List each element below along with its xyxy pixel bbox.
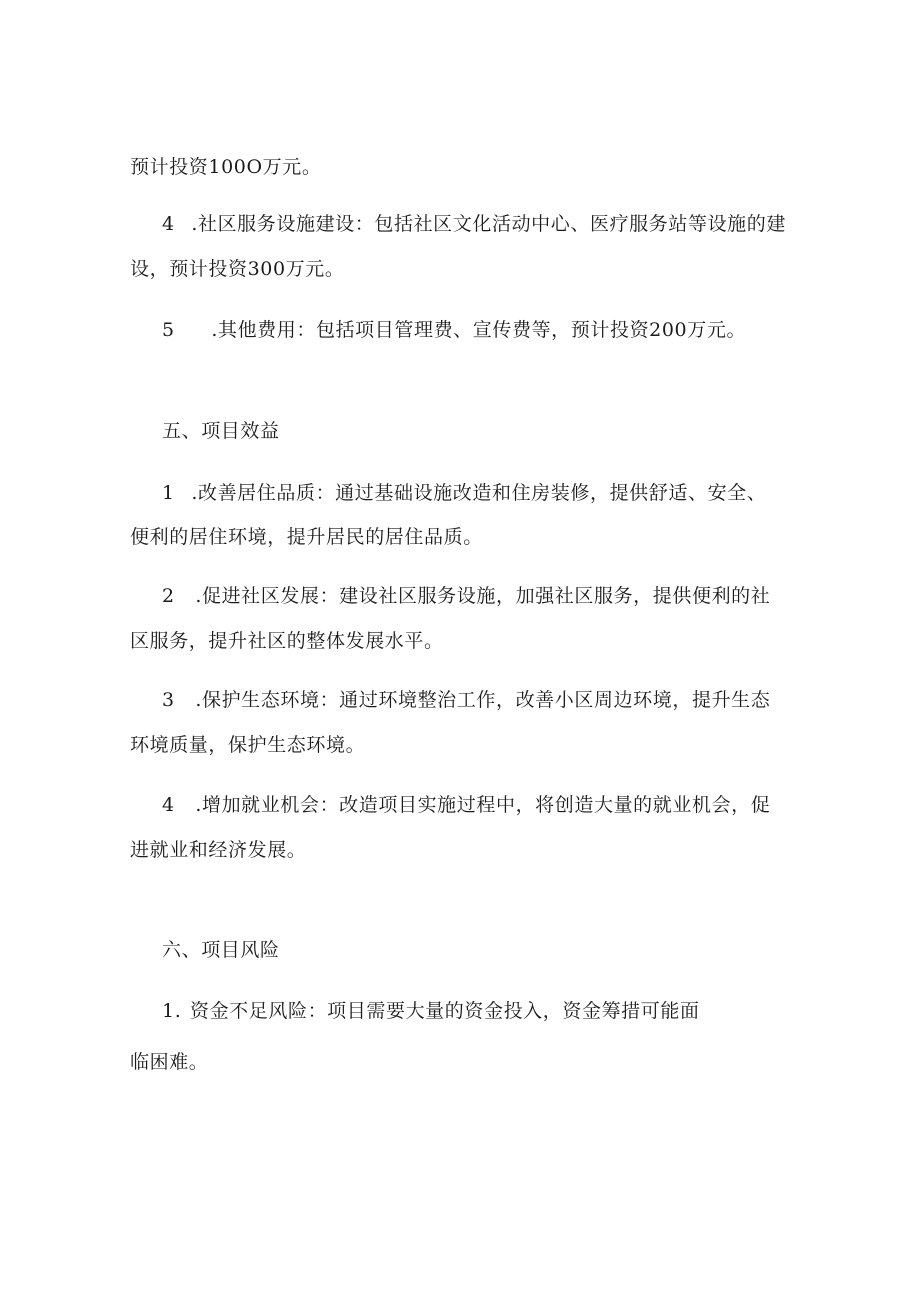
item-number: 5 — [162, 319, 175, 341]
benefit-item-1-line1 — [162, 480, 766, 506]
benefit-item-2-line2: 区服务，提升社区的整体发展水平。 — [130, 630, 444, 652]
item-text: .保护生态环境：通过环境整治工作，改善小区周边环境，提升生态 — [195, 689, 771, 711]
risk-item-1-line1 — [162, 998, 700, 1024]
item-number: 3 — [162, 689, 175, 711]
budget-item-4-line2: 设，预计投资300万元。 — [130, 258, 345, 280]
item-text: .促进社区发展：建设社区服务设施，加强社区服务，提供便利的社 — [195, 585, 771, 607]
benefit-item-4-line2: 进就业和经济发展。 — [130, 839, 307, 861]
benefit-item-3-line2: 环境质量，保护生态环境。 — [130, 734, 366, 756]
item-text: .其他费用：包括项目管理费、宣传费等，预计投资200万元。 — [211, 319, 747, 341]
section-heading-benefits: 五、项目效益 — [162, 420, 280, 442]
item-text: .社区服务设施建设：包括社区文化活动中心、医疗服务站等设施的建 — [191, 213, 786, 235]
item-number: 1. — [162, 1000, 182, 1022]
item-text: 资金不足风险：项目需要大量的资金投入，资金筹措可能面 — [189, 1000, 700, 1022]
benefit-item-3-line1 — [162, 687, 770, 713]
item-text: .增加就业机会：改造项目实施过程中，将创造大量的就业机会，促 — [195, 794, 771, 816]
item-number: 1 — [162, 482, 175, 504]
item-number: 2 — [162, 585, 175, 607]
budget-item-5 — [162, 317, 746, 343]
risk-item-1-line2: 临困难。 — [130, 1051, 209, 1073]
budget-continuation: 预计投资100O万元。 — [130, 156, 322, 178]
item-text: .改善居住品质：通过基础设施改造和住房装修，提供舒适、安全、 — [191, 482, 767, 504]
item-number: 4 — [162, 213, 175, 235]
section-heading-risks: 六、项目风险 — [162, 939, 280, 961]
benefit-item-1-line2: 便利的居住环境，提升居民的居住品质。 — [130, 526, 483, 548]
benefit-item-4-line1 — [162, 792, 770, 818]
budget-item-4-line1 — [162, 211, 786, 237]
benefit-item-2-line1 — [162, 583, 770, 609]
item-number: 4 — [162, 794, 175, 816]
